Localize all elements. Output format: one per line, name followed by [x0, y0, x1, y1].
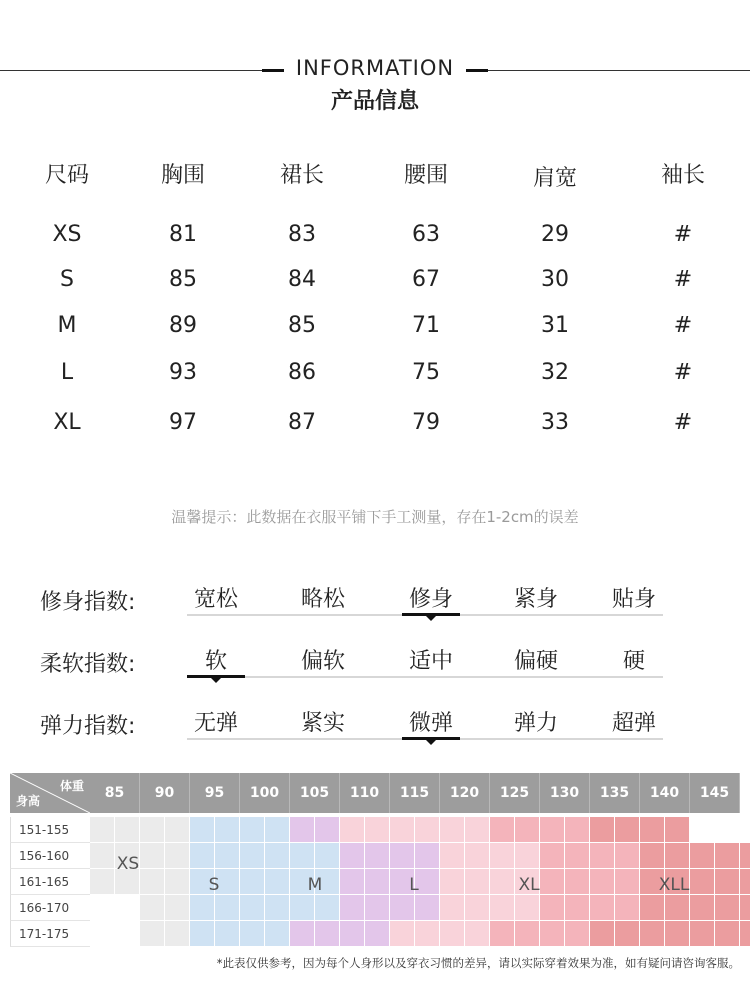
size-zone-cell — [90, 817, 115, 843]
size-table-cell: 93 — [169, 360, 197, 385]
size-zone-cell — [315, 921, 340, 947]
size-zone-cell — [215, 921, 240, 947]
size-table-header: 裙长 — [279, 163, 324, 188]
index-option: 紧身 — [513, 587, 558, 612]
size-zone-cell — [565, 921, 590, 947]
size-table-header: 腰围 — [403, 163, 448, 188]
weight-column-header: 145 — [690, 773, 740, 813]
size-zone-cell — [515, 843, 540, 869]
size-table-cell: 63 — [412, 222, 440, 247]
size-table-cell: 97 — [169, 410, 197, 435]
title-chinese: 产品信息 — [330, 89, 419, 114]
size-zone-cell — [715, 817, 740, 843]
size-table-cell: 86 — [288, 360, 316, 385]
size-zone-cell — [165, 895, 190, 921]
height-row-label: 171-175 — [10, 921, 90, 947]
size-zone-cell — [415, 817, 440, 843]
size-zone-cell — [615, 921, 640, 947]
height-row-label: 156-160 — [10, 843, 90, 869]
size-table-header: 尺码 — [44, 163, 89, 188]
size-table-cell: 75 — [412, 360, 440, 385]
size-zone-cell — [740, 869, 750, 895]
corner-weight-label: 体重 — [59, 779, 84, 793]
size-zone-cell — [390, 843, 415, 869]
chart-corner — [10, 773, 90, 813]
size-zone-label: S — [208, 875, 220, 895]
size-zone-cell — [440, 921, 465, 947]
height-row-label: 161-165 — [10, 869, 90, 895]
size-zone-cell — [740, 895, 750, 921]
index-option: 微弹 — [408, 711, 453, 736]
index-option: 超弹 — [611, 711, 656, 736]
index-option: 紧实 — [300, 711, 345, 736]
size-table-cell: 84 — [288, 267, 316, 292]
size-zone-cell — [490, 817, 515, 843]
size-zone-cell — [265, 843, 290, 869]
size-zone-cell — [340, 843, 365, 869]
weight-column-header: 110 — [340, 773, 390, 813]
size-zone-cell — [90, 895, 115, 921]
size-table-cell: L — [60, 360, 74, 385]
weight-column-header: 120 — [440, 773, 490, 813]
size-zone-cell — [515, 895, 540, 921]
size-zone-cell — [490, 921, 515, 947]
size-zone-cell — [565, 895, 590, 921]
weight-column-header: 125 — [490, 773, 540, 813]
size-zone-cell — [540, 921, 565, 947]
size-zone-cell — [540, 843, 565, 869]
index-label: 修身指数: — [40, 590, 136, 615]
index-label: 弹力指数: — [40, 714, 136, 739]
size-table-cell: # — [673, 360, 693, 385]
size-zone-cell — [190, 843, 215, 869]
size-table-cell: 67 — [412, 267, 440, 292]
size-zone-cell — [690, 843, 715, 869]
size-zone-cell — [365, 921, 390, 947]
size-zone-cell — [690, 921, 715, 947]
size-table-cell: 87 — [288, 410, 316, 435]
weight-column-header: 90 — [140, 773, 190, 813]
size-zone-cell — [340, 817, 365, 843]
size-zone-cell — [115, 895, 140, 921]
weight-column-header: 95 — [190, 773, 240, 813]
size-zone-cell — [715, 921, 740, 947]
size-table-cell: 32 — [541, 360, 569, 385]
size-table-cell: # — [673, 410, 693, 435]
size-zone-cell — [240, 843, 265, 869]
size-zone-cell — [190, 895, 215, 921]
size-table-cell: 83 — [288, 222, 316, 247]
size-table-header: 胸围 — [160, 163, 205, 188]
size-zone-cell — [490, 895, 515, 921]
weight-column-header: 130 — [540, 773, 590, 813]
weight-column-header: 100 — [240, 773, 290, 813]
size-zone-cell — [640, 921, 665, 947]
size-zone-cell — [515, 817, 540, 843]
size-zone-cell — [615, 817, 640, 843]
size-zone-cell — [215, 895, 240, 921]
size-zone-label: XL — [518, 875, 540, 895]
height-row-label: 166-170 — [10, 895, 90, 921]
size-zone-cell — [665, 843, 690, 869]
size-table-cell: S — [60, 267, 74, 292]
size-zone-cell — [390, 895, 415, 921]
size-table-cell: 71 — [412, 313, 440, 338]
size-zone-cell — [290, 895, 315, 921]
size-zone-cell — [290, 921, 315, 947]
size-table-cell: 89 — [169, 313, 197, 338]
size-zone-cell — [440, 895, 465, 921]
size-table-cell: XS — [52, 222, 82, 247]
size-zone-cell — [690, 895, 715, 921]
weight-column-header: 135 — [590, 773, 640, 813]
weight-column-header: 115 — [390, 773, 440, 813]
size-zone-cell — [240, 895, 265, 921]
size-zone-cell — [165, 843, 190, 869]
index-option: 软 — [204, 649, 227, 674]
size-zone-cell — [690, 817, 715, 843]
index-selected-pointer — [426, 740, 436, 745]
size-table-cell: # — [673, 267, 693, 292]
size-zone-cell — [540, 817, 565, 843]
size-table-cell: M — [57, 313, 77, 338]
index-option: 无弹 — [193, 711, 238, 736]
size-table-cell: 33 — [541, 410, 569, 435]
size-zone-cell — [340, 895, 365, 921]
size-zone-cell — [415, 843, 440, 869]
size-zone-cell — [665, 921, 690, 947]
size-table-cell: 85 — [288, 313, 316, 338]
weight-column-header: 105 — [290, 773, 340, 813]
size-zone-cell — [640, 843, 665, 869]
title-english: INFORMATION — [295, 56, 455, 80]
size-zone-label: XS — [116, 854, 140, 874]
size-zone-cell — [340, 921, 365, 947]
index-selected-pointer — [426, 616, 436, 621]
size-zone-cell — [565, 843, 590, 869]
size-zone-cell — [190, 817, 215, 843]
index-option: 贴身 — [611, 587, 656, 612]
size-recommendation-chart — [10, 773, 740, 943]
size-zone-cell — [740, 843, 750, 869]
size-zone-cell — [715, 895, 740, 921]
size-zone-cell — [365, 817, 390, 843]
index-option: 修身 — [408, 587, 453, 612]
index-label: 柔软指数: — [40, 652, 136, 677]
size-zone-cell — [615, 895, 640, 921]
size-zone-cell — [715, 843, 740, 869]
size-zone-cell — [740, 921, 750, 947]
size-zone-cell — [415, 921, 440, 947]
size-zone-cell — [740, 817, 750, 843]
size-zone-cell — [465, 895, 490, 921]
size-zone-cell — [265, 895, 290, 921]
size-zone-cell — [240, 921, 265, 947]
size-zone-cell — [315, 895, 340, 921]
size-zone-cell — [415, 895, 440, 921]
size-zone-cell — [640, 895, 665, 921]
size-zone-cell — [490, 843, 515, 869]
size-zone-cell — [315, 817, 340, 843]
size-zone-cell — [465, 817, 490, 843]
size-zone-cell — [115, 921, 140, 947]
size-zone-cell — [215, 843, 240, 869]
size-zone-cell — [265, 921, 290, 947]
size-zone-cell — [465, 921, 490, 947]
size-zone-cell — [115, 817, 140, 843]
index-selected-pointer — [211, 678, 221, 683]
height-row-label: 151-155 — [10, 817, 90, 843]
size-table-cell: 85 — [169, 267, 197, 292]
chart-note: *此表仅供参考，因为每个人身形以及穿衣习惯的差异，请以实际穿着效果为准，如有疑问请咨询客服。 — [216, 956, 740, 970]
size-zone-cell — [215, 817, 240, 843]
size-zone-cell — [390, 921, 415, 947]
weight-column-header: 140 — [640, 773, 690, 813]
size-zone-cell — [365, 843, 390, 869]
size-zone-cell — [590, 921, 615, 947]
size-table-header: 肩宽 — [532, 166, 577, 191]
size-zone-cell — [565, 817, 590, 843]
index-option: 宽松 — [193, 587, 238, 612]
size-zone-label: M — [307, 875, 323, 895]
size-zone-cell — [365, 895, 390, 921]
size-zone-cell — [290, 843, 315, 869]
size-zone-cell — [590, 843, 615, 869]
size-zone-cell — [515, 921, 540, 947]
size-zone-cell — [440, 817, 465, 843]
size-zone-cell — [590, 869, 615, 895]
size-table-cell: 81 — [169, 222, 197, 247]
measurement-tip: 温馨提示：此数据在衣服平铺下手工测量，存在1-2cm的误差 — [171, 508, 579, 526]
size-zone-cell — [665, 817, 690, 843]
size-zone-cell — [315, 843, 340, 869]
size-zone-cell — [590, 895, 615, 921]
size-zone-label: L — [409, 875, 419, 895]
size-zone-cell — [165, 817, 190, 843]
size-zone-cell — [140, 895, 165, 921]
size-table-cell: XL — [53, 410, 81, 435]
size-zone-cell — [390, 817, 415, 843]
size-table-cell: 29 — [541, 222, 569, 247]
weight-column-header: 85 — [90, 773, 140, 813]
size-table-cell: # — [673, 313, 693, 338]
size-table-cell: 79 — [412, 410, 440, 435]
corner-height-label: 身高 — [16, 794, 41, 808]
size-zone-cell — [140, 817, 165, 843]
size-zone-cell — [640, 817, 665, 843]
size-zone-cell — [265, 817, 290, 843]
size-zone-cell — [665, 895, 690, 921]
size-table-header: 袖长 — [660, 163, 705, 188]
index-option: 硬 — [622, 649, 645, 674]
size-zone-cell — [615, 843, 640, 869]
index-option: 适中 — [408, 649, 453, 674]
index-option: 略松 — [300, 587, 345, 612]
index-option: 偏硬 — [513, 649, 558, 674]
size-zone-cell — [190, 921, 215, 947]
index-scale-line — [187, 676, 663, 678]
size-zone-cell — [440, 843, 465, 869]
size-zone-cell — [240, 817, 265, 843]
index-option: 弹力 — [513, 711, 558, 736]
size-table-cell: 30 — [541, 267, 569, 292]
size-table-cell: # — [673, 222, 693, 247]
size-zone-cell — [565, 869, 590, 895]
size-zone-cell — [540, 895, 565, 921]
size-zone-cell — [590, 817, 615, 843]
size-zone-cell — [615, 869, 640, 895]
size-zone-label: XLL — [658, 875, 690, 895]
size-zone-cell — [165, 921, 190, 947]
size-zone-cell — [465, 843, 490, 869]
index-option: 偏软 — [300, 649, 345, 674]
size-zone-cell — [715, 869, 740, 895]
size-table-cell: 31 — [541, 313, 569, 338]
size-zone-cell — [140, 921, 165, 947]
size-zone-cell — [290, 817, 315, 843]
size-zone-cell — [465, 869, 490, 895]
size-zone-cell — [90, 921, 115, 947]
